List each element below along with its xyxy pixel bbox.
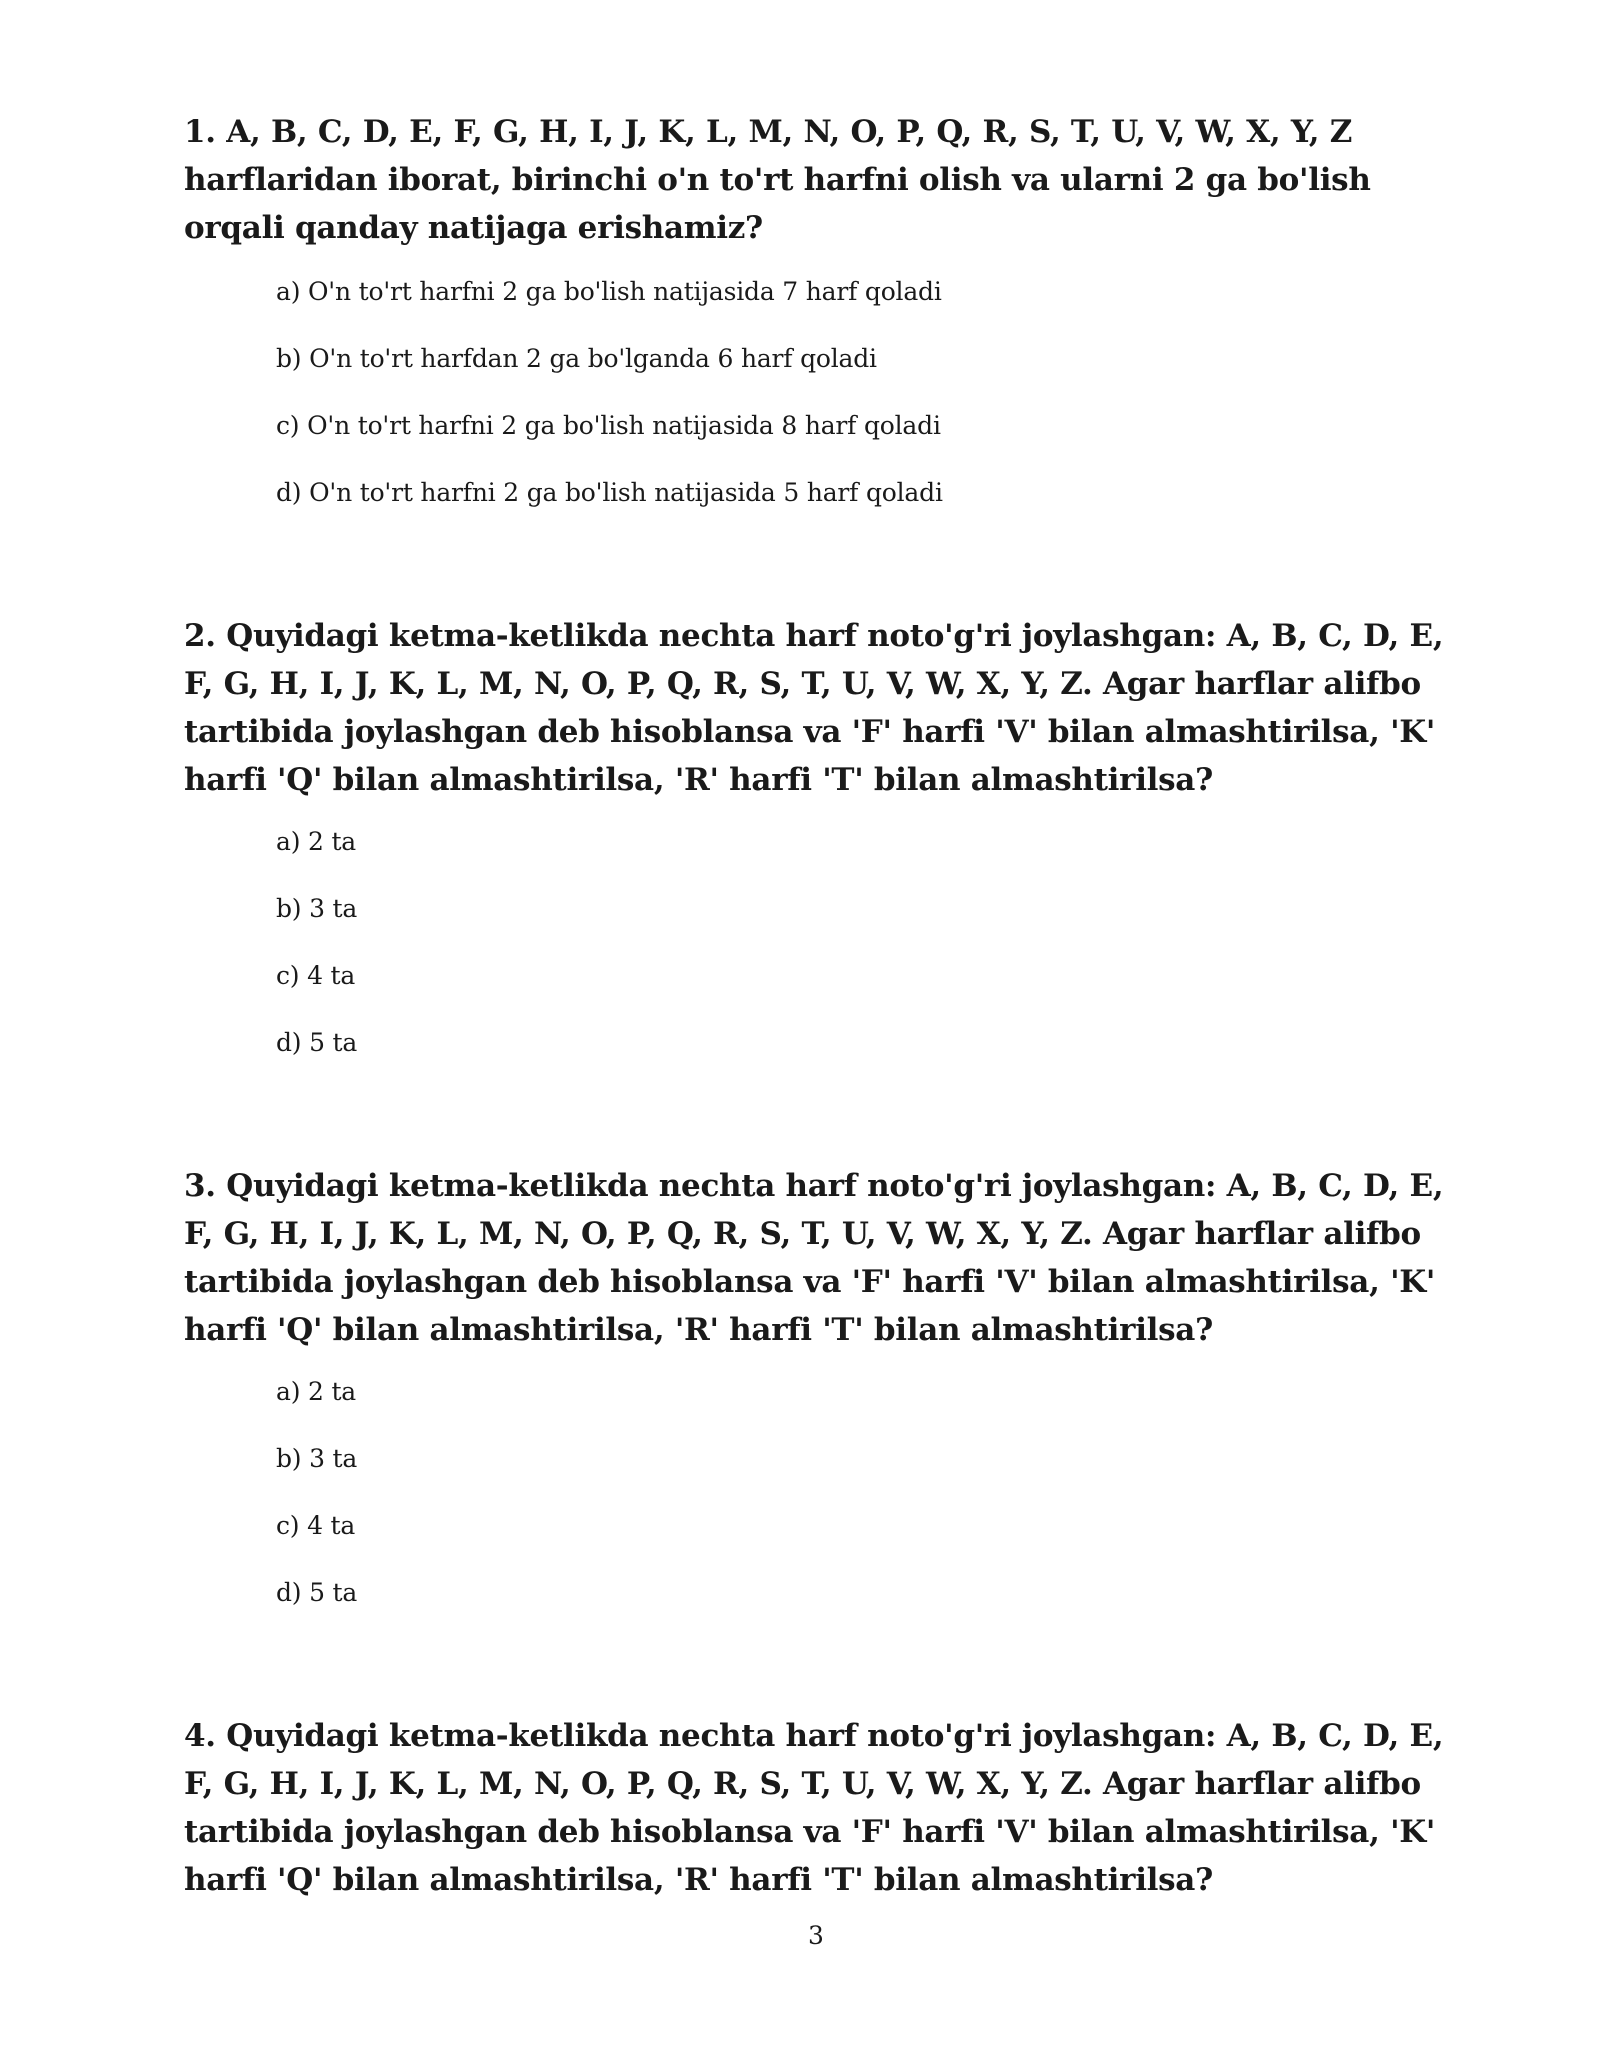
answer-options <box>184 1372 1444 1640</box>
answer-option-d: d) O'n to'rt harfni 2 ga bo'lish natijasida 5 harf qoladi <box>276 478 943 507</box>
answer-options <box>184 272 1444 540</box>
document-page <box>184 108 1444 1904</box>
answer-option-c: c) 4 ta <box>276 1511 356 1540</box>
question-1 <box>184 108 1444 540</box>
answer-option-a: a) O'n to'rt harfni 2 ga bo'lish natijasida 7 harf qoladi <box>276 277 942 306</box>
answer-option-b: b) 3 ta <box>276 894 358 923</box>
answer-option-b: b) O'n to'rt harfdan 2 ga bo'lganda 6 harf qoladi <box>276 344 877 373</box>
question-text: 4. Quyidagi ketma-ketlikda nechta harf noto'g'ri joylashgan: A, B, C, D, E, F, G, H, I, J, K, L, M, N, O, P, Q, R, S, T, U, V, W, X, Y, Z. Agar harflar alifbo tartibida joylashgan deb hisoblansa va 'F' harfi 'V' bilan almashtirilsa, 'K' harfi 'Q' bilan almashtirilsa, 'R' harfi 'T' bilan almashtirilsa? <box>184 1718 1444 1898</box>
answer-option-c: c) O'n to'rt harfni 2 ga bo'lish natijasida 8 harf qoladi <box>276 411 941 440</box>
question-text: 2. Quyidagi ketma-ketlikda nechta harf noto'g'ri joylashgan: A, B, C, D, E, F, G, H, I, J, K, L, M, N, O, P, Q, R, S, T, U, V, W, X, Y, Z. Agar harflar alifbo tartibida joylashgan deb hisoblansa va 'F' harfi 'V' bilan almashtirilsa, 'K' harfi 'Q' bilan almashtirilsa, 'R' harfi 'T' bilan almashtirilsa? <box>184 618 1444 798</box>
answer-option-a: a) 2 ta <box>276 827 357 856</box>
question-4 <box>184 1712 1444 1904</box>
answer-options <box>184 822 1444 1090</box>
question-2 <box>184 612 1444 1090</box>
page-number: 3 <box>808 1921 824 1950</box>
answer-option-c: c) 4 ta <box>276 961 356 990</box>
question-text: 3. Quyidagi ketma-ketlikda nechta harf noto'g'ri joylashgan: A, B, C, D, E, F, G, H, I, J, K, L, M, N, O, P, Q, R, S, T, U, V, W, X, Y, Z. Agar harflar alifbo tartibida joylashgan deb hisoblansa va 'F' harfi 'V' bilan almashtirilsa, 'K' harfi 'Q' bilan almashtirilsa, 'R' harfi 'T' bilan almashtirilsa? <box>184 1168 1444 1348</box>
answer-option-d: d) 5 ta <box>276 1028 358 1057</box>
answer-option-a: a) 2 ta <box>276 1377 357 1406</box>
answer-option-b: b) 3 ta <box>276 1444 358 1473</box>
question-text: 1. A, B, C, D, E, F, G, H, I, J, K, L, M, N, O, P, Q, R, S, T, U, V, W, X, Y, Z harflaridan iborat, birinchi o'n to'rt harfni olish va ularni 2 ga bo'lish orqali qanday natijaga erishamiz? <box>184 114 1371 246</box>
answer-option-d: d) 5 ta <box>276 1578 358 1607</box>
question-3 <box>184 1162 1444 1640</box>
